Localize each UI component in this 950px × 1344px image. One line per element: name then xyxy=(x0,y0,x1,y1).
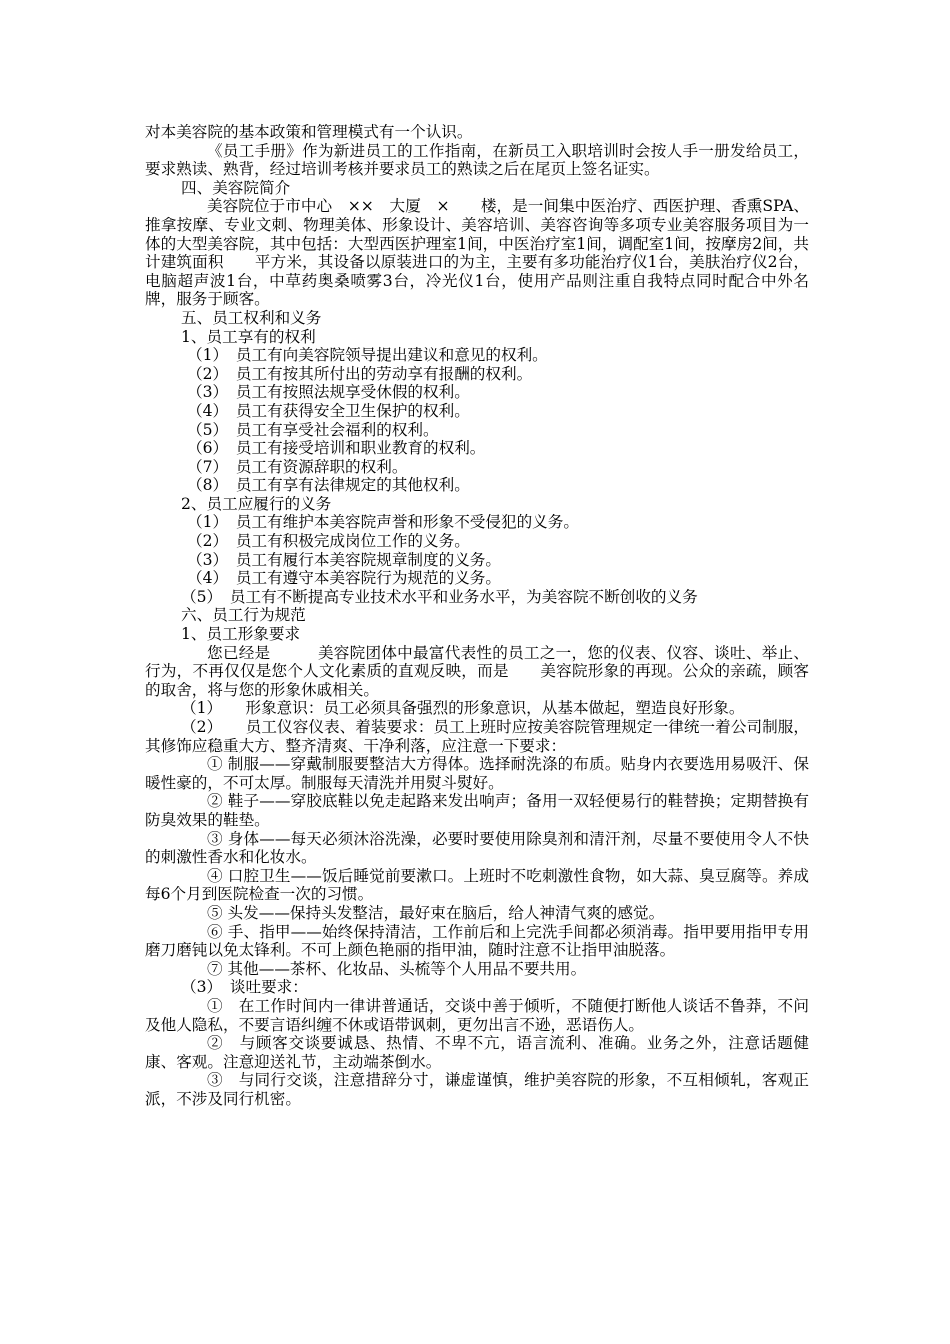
duties-item: （2） 员工有积极完成岗位工作的义务。 xyxy=(187,532,470,551)
rights-item: （6） 员工有接受培训和职业教育的权利。 xyxy=(187,439,486,458)
rights-item: （2） 员工有按其所付出的劳动享有报酬的权利。 xyxy=(187,364,533,383)
grooming-item: ① 制服——穿戴制服要整洁大方得体。选择耐洗涤的布质。贴身内衣要选用易吸汗、保暖性豪的，不可太厚。制服每天清洗并用熨斗熨好。 xyxy=(145,755,809,792)
rights-item: （7） 员工有资源辞职的权利。 xyxy=(187,457,408,476)
paragraph-dress-code: （2） 员工仪容仪表、着装要求：员工上班时应按美容院管理规定一律统一着公司制服，其修饰应稳重大方、整齐清爽、干净利落，应注意一下要求： xyxy=(145,718,809,755)
subsection-heading-image: 1、员工形象要求 xyxy=(181,625,301,644)
duties-item: （5） 员工有不断提高专业技术水平和业务水平，为美容院不断创收的义务 xyxy=(181,587,698,606)
document-body xyxy=(145,123,809,1108)
speech-item: ② 与顾客交谈要诚恳、热情、不卑不亢，语言流利、准确。业务之外，注意话题健康、客观。注意迎送礼节，主动端茶倒水。 xyxy=(145,1034,809,1071)
grooming-item: ⑤ 头发——保持头发整洁，最好束在脑后，给人神清气爽的感觉。 xyxy=(207,903,665,922)
paragraph-salon-intro: 美容院位于市中心 ×× 大厦 × 楼，是一间集中医治疗、西医护理、香熏SPA、推拿按摩、专业文刺、物理美体、形象设计、美容培训、美容咨询等多项专业美容服务项目为一体的大型美容院，其中包括：大型西医护理室1间，中医治疗室1间，调配室1间，按摩房2间，共计建筑面积 平方米，其设备以原装进口的为主，主要有多功能治疗仪1台，美肤治疗仪2台，电脑超声波1台，中草药奥桑喷雾3台，冷光仪1台，使用产品则注重自我特点同时配合中外名牌，服务于顾客。 xyxy=(145,197,809,309)
rights-item: （8） 员工有享有法律规定的其他权利。 xyxy=(187,476,470,495)
paragraph-image-intro: 您已经是 美容院团体中最富代表性的员工之一，您的仪表、仪容、谈吐、举止、行为，不再仅仅是您个人文化素质的直观反映，而是 美容院形象的再现。公众的亲疏，顾客的取舍，将与您的形象休戚相关。 xyxy=(145,643,809,699)
paragraph-image-awareness: （1） 形象意识：员工必须具备强烈的形象意识，从基本做起，塑造良好形象。 xyxy=(181,699,745,718)
speech-item: ① 在工作时间内一律讲普通话，交谈中善于倾听，不随便打断他人谈话不鲁莽，不问及他人隐私，不要言语纠缠不休或语带讽刺，更勿出言不逊，恶语伤人。 xyxy=(145,996,809,1034)
subsection-heading-rights: 1、员工享有的权利 xyxy=(181,327,316,346)
grooming-item: ③ 身体——每天必须沐浴洗澡，必要时要使用除臭剂和清汗剂，尽量不要使用令人不快的刺激性香水和化妆水。 xyxy=(145,829,809,867)
section-heading-5: 五、员工权利和义务 xyxy=(181,308,322,327)
rights-item: （3） 员工有按照法规享受休假的权利。 xyxy=(187,383,470,402)
grooming-item: ⑥ 手、指甲——始终保持清洁，工作前后和上完洗手间都必须消毒。指甲要用指甲专用磨刀磨钝以免太锋利。不可上颜色艳丽的指甲油，随时注意不让指甲油脱落。 xyxy=(145,922,809,960)
paragraph-intro-end: 对本美容院的基本政策和管理模式有一个认识。 xyxy=(145,123,473,141)
duties-item: （1） 员工有维护本美容院声誉和形象不受侵犯的义务。 xyxy=(187,513,579,532)
rights-item: （5） 员工有享受社会福利的权利。 xyxy=(187,420,439,439)
rights-item: （4） 员工有获得安全卫生保护的权利。 xyxy=(187,401,470,420)
grooming-item: ② 鞋子——穿胶底鞋以免走起路来发出响声；备用一双轻便易行的鞋替换；定期替换有防臭效果的鞋垫。 xyxy=(145,792,809,829)
subsection-heading-duties: 2、员工应履行的义务 xyxy=(181,494,332,513)
paragraph-handbook: 《员工手册》作为新进员工的工作指南，在新员工入职培训时会按人手一册发给员工，要求熟读、熟背，经过培训考核并要求员工的熟读之后在尾页上签名证实。 xyxy=(145,141,809,179)
grooming-item: ⑦ 其他——茶杯、化妆品、头梳等个人用品不要共用。 xyxy=(207,959,587,978)
grooming-item: ④ 口腔卫生——饭后睡觉前要漱口。上班时不吃刺激性食物，如大蒜、臭豆腐等。养成每6个月到医院检查一次的习惯。 xyxy=(145,866,809,904)
speech-item: ③ 与同行交谈，注意措辞分寸，谦虚谨慎，维护美容院的形象，不互相倾轧，客观正派，不涉及同行机密。 xyxy=(145,1071,809,1108)
section-heading-4: 四、美容院简介 xyxy=(181,178,291,197)
duties-item: （3） 员工有履行本美容院规章制度的义务。 xyxy=(187,550,501,569)
section-heading-6: 六、员工行为规范 xyxy=(181,606,306,625)
rights-item: （1） 员工有向美容院领导提出建议和意见的权利。 xyxy=(187,346,548,365)
subsection-heading-speech: （3） 谈吐要求： xyxy=(181,978,308,997)
duties-item: （4） 员工有遵守本美容院行为规范的义务。 xyxy=(187,569,501,588)
